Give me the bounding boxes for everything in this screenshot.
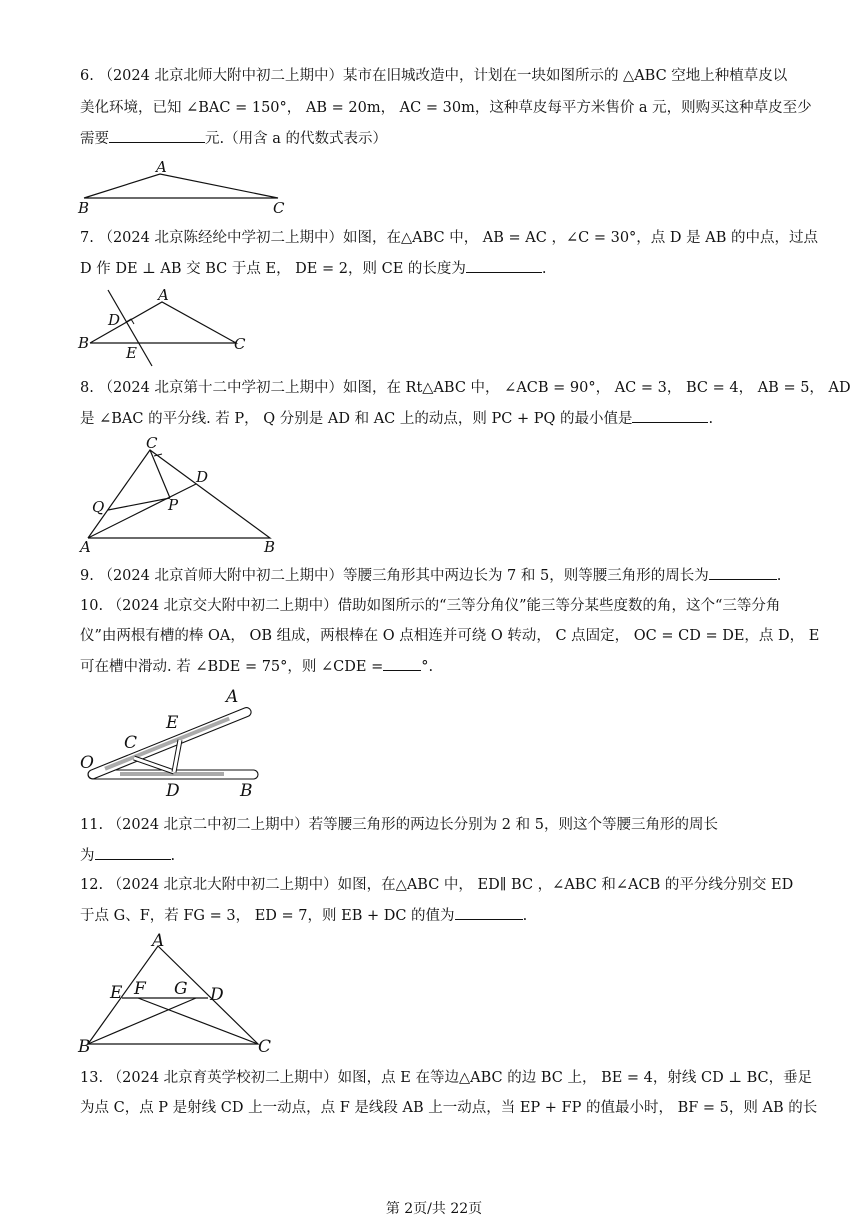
q10-label-a: A	[226, 687, 239, 707]
q7-label-a: A	[158, 286, 169, 304]
q12-line1: 12. （2024 北京北大附中初二上期中）如图，在△ABC 中， ED∥ BC ，∠ABC 和∠ACB 的平分线分别交 ED	[80, 877, 794, 893]
q12-line2	[80, 905, 527, 926]
q6-label-c: C	[273, 199, 285, 217]
q9-line1-suffix: .	[776, 568, 782, 584]
q10-line3	[80, 656, 433, 677]
q12-line2-prefix: 于点 G、F，若 FG = 3， ED = 7，则 EB + DC 的值为	[80, 908, 455, 924]
q10-label-b: B	[240, 781, 253, 801]
q10-line2: 仪”由两根有槽的棒 OA， OB 组成，两根棒在 O 点相连并可绕 O 转动， C 点固定， OC = CD = DE，点 D， E	[80, 628, 820, 644]
q12-label-a: A	[152, 931, 165, 951]
answer-blank	[383, 656, 421, 671]
q7-line2	[80, 258, 547, 279]
q8-figure-triangle	[78, 432, 288, 556]
page-footer: 第 2页/共 22页	[385, 1201, 483, 1217]
q6-line3-suffix: 元.（用含 a 的代数式表示）	[205, 131, 387, 147]
q12-label-b: B	[78, 1037, 91, 1057]
q12-label-e: E	[110, 983, 123, 1003]
q7-label-d: D	[108, 311, 121, 329]
q8-line1: 8. （2024 北京第十二中学初二上期中）如图，在 Rt△ABC 中， ∠ACB = 90°， AC = 3， BC = 4， AB = 5， AD	[80, 380, 851, 396]
q12-label-d: D	[210, 985, 224, 1005]
q7-label-c: C	[234, 335, 246, 353]
answer-blank	[632, 408, 708, 423]
q6-figure-triangle	[78, 158, 298, 216]
q9-line1	[80, 565, 781, 586]
q10-line3-prefix: 可在槽中滑动. 若 ∠BDE = 75°，则 ∠CDE =	[80, 659, 384, 675]
q8-label-c: C	[146, 434, 158, 452]
q8-line2	[80, 408, 713, 429]
q7-line2-prefix: D 作 DE ⊥ AB 交 BC 于点 E， DE = 2，则 CE 的长度为	[80, 261, 466, 277]
q6-line3-prefix: 需要	[80, 131, 109, 147]
q6-label-b: B	[78, 199, 90, 217]
q6-line3	[80, 128, 387, 149]
q8-line2-prefix: 是 ∠BAC 的平分线. 若 P， Q 分别是 AD 和 AC 上的动点，则 PC + PQ 的最小值是	[80, 411, 633, 427]
q13-line2: 为点 C，点 P 是射线 CD 上一动点，点 F 是线段 AB 上一动点，当 EP + FP 的值最小时， BF = 5，则 AB 的长	[80, 1100, 818, 1116]
answer-blank	[95, 845, 171, 860]
q8-label-a: A	[80, 538, 91, 556]
q7-line1: 7. （2024 北京陈经纶中学初二上期中）如图，在△ABC 中， AB = AC ，∠C = 30°，点 D 是 AB 的中点，过点	[80, 230, 818, 246]
q11-line2-suffix: .	[170, 848, 176, 864]
q10-label-e: E	[166, 713, 179, 733]
answer-blank	[455, 905, 523, 920]
q8-label-d: D	[196, 468, 209, 486]
q13-line1: 13. （2024 北京育英学校初二上期中）如图，点 E 在等边△ABC 的边 BC 上， BE = 4，射线 CD ⊥ BC，垂足	[80, 1070, 813, 1086]
q10-label-o: O	[80, 753, 94, 773]
q11-line2	[80, 845, 175, 866]
q6-label-a: A	[156, 158, 167, 176]
q8-line2-suffix: .	[708, 411, 714, 427]
q6-line2: 美化环境，已知 ∠BAC = 150°， AB = 20m， AC = 30m，这种草皮每平方米售价 a 元，则购买这种草皮至少	[80, 100, 812, 116]
q10-label-c: C	[124, 733, 138, 753]
q8-label-b: B	[264, 538, 276, 556]
q6-line1: 6. （2024 北京北师大附中初二上期中）某市在旧城改造中，计划在一块如图所示的 △ABC 空地上种植草皮以	[80, 68, 788, 84]
q12-label-f: F	[134, 979, 146, 999]
answer-blank	[109, 128, 205, 143]
q7-label-b: B	[78, 334, 90, 352]
q7-line2-suffix: .	[541, 261, 547, 277]
q9-line1-prefix: 9. （2024 北京首师大附中初二上期中）等腰三角形其中两边长为 7 和 5，则等腰三角形的周长为	[80, 568, 709, 584]
q12-line2-suffix: .	[522, 908, 528, 924]
q10-line3-suffix: °.	[421, 659, 434, 675]
q11-line2-prefix: 为	[80, 848, 95, 864]
q12-label-c: C	[258, 1037, 272, 1057]
q7-label-e: E	[126, 344, 137, 362]
q12-label-g: G	[174, 979, 188, 999]
q12-figure-triangle	[78, 930, 278, 1056]
q7-figure-triangle	[78, 286, 258, 366]
q10-figure-trisector	[78, 684, 278, 800]
q8-label-q: Q	[92, 498, 105, 516]
q10-line1: 10. （2024 北京交大附中初二上期中）借助如图所示的“三等分角仪”能三等分某些度数的角，这个“三等分角	[80, 598, 781, 614]
q10-label-d: D	[166, 781, 180, 801]
answer-blank	[466, 258, 542, 273]
answer-blank	[709, 565, 777, 580]
q11-line1: 11. （2024 北京二中初二上期中）若等腰三角形的两边长分别为 2 和 5，则这个等腰三角形的周长	[80, 817, 718, 833]
q8-label-p: P	[168, 496, 179, 514]
